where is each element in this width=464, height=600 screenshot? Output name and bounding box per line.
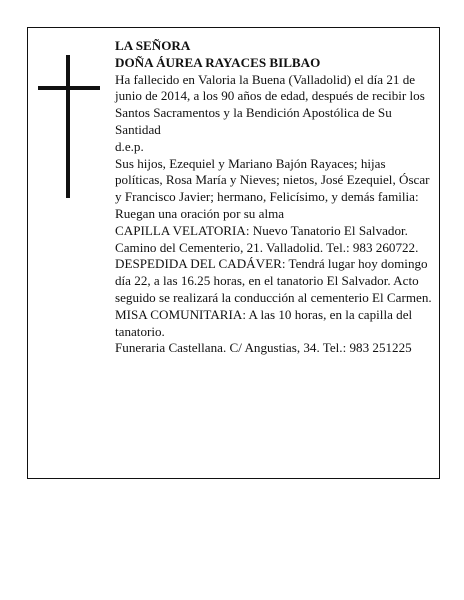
dep-line: d.e.p. (115, 138, 144, 154)
prayer-line: Ruegan una oración por su alma (115, 205, 285, 221)
family-list: Sus hijos, Ezequiel y Mariano Bajón Rayaces; hijas políticas, Rosa María y Nieves; nietos, José Ezequiel, Óscar y Francisco Javier; hermano, Felicísimo, y demás familia: (115, 155, 430, 205)
title-line: LA SEÑORA (115, 38, 191, 53)
obituary-text (115, 38, 433, 357)
deceased-name: DOÑA ÁUREA RAYACES BILBAO (115, 54, 321, 70)
cross-icon (38, 55, 100, 198)
obituary-notice (27, 27, 440, 479)
chapel-info: CAPILLA VELATORIA: Nuevo Tanatorio El Salvador. Camino del Cementerio, 21. Valladolid. Tel.: 983 260722. (115, 222, 419, 255)
cross-vertical-bar (66, 55, 70, 198)
cross-horizontal-bar (38, 86, 100, 90)
funeral-home-info: Funeraria Castellana. C/ Angustias, 34. Tel.: 983 251225 (115, 340, 412, 356)
farewell-info: DESPEDIDA DEL CADÁVER: Tendrá lugar hoy domingo día 22, a las 16.25 horas, en el tanatorio El Salvador. Acto seguido se realizará la conducción al cementerio El Carmen. (115, 256, 432, 305)
mass-info: MISA COMUNITARIA: A las 10 horas, en la capilla del tanatorio. (115, 306, 413, 339)
death-notice: Ha fallecido en Valoria la Buena (Valladolid) el día 21 de junio de 2014, a los 90 años de edad, después de recibir los Santos Sacramentos y la Bendición Apostólica de Su Santidad (115, 71, 425, 137)
